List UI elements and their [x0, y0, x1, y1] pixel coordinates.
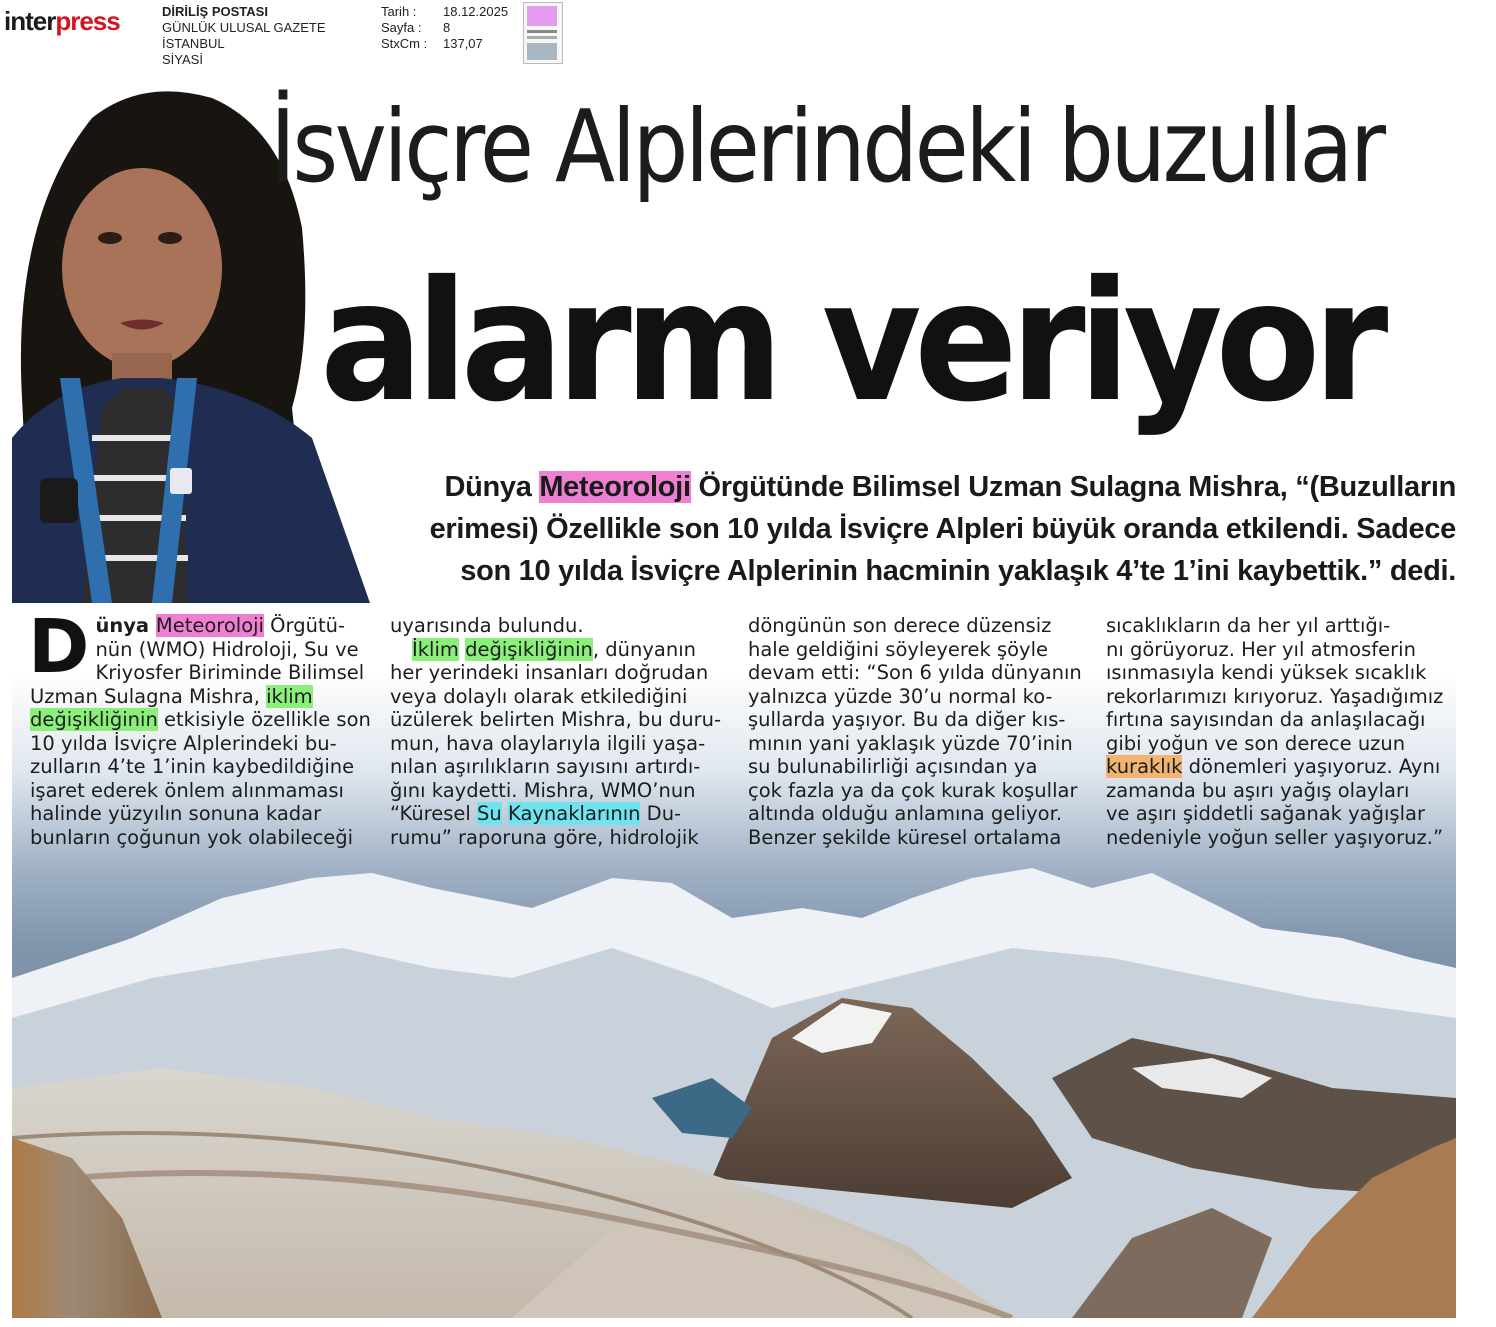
keyword-highlight: değişikliğinin — [465, 637, 593, 661]
keyword-highlight: kuraklık — [1106, 755, 1183, 778]
page-thumbnail[interactable] — [523, 2, 563, 64]
drop-cap: D — [28, 604, 90, 690]
newspaper-article — [12, 78, 1456, 1318]
body-column-1: D ünya Meteoroloji Örgütü- nün (WMO) Hidroloji, Su ve Kriyosfer Biriminde Bilimsel Uzman Sulagna Mishra, iklim değişikliğinin etkisiyle özellikle son 10 yılda İsviçre Alplerindeki bu- zulların 4’te 1’inin kaybedildiğine işaret ederek önlem alınmaması halinde yüzyılın sonuna kadar bunların çoğunun yok olabileceği — [28, 604, 371, 849]
headline-line-1: İsviçre Alplerindeki buzullar — [270, 88, 1383, 205]
date-value: 18.12.2025 — [443, 4, 509, 19]
interpress-logo: interpress — [4, 6, 120, 36]
keyword-highlight: Kaynaklarının — [508, 802, 641, 825]
keyword-highlight: Su — [477, 802, 502, 825]
publication-section: SİYASİ — [162, 52, 203, 67]
clipping-header — [0, 0, 1496, 66]
date-label: Tarih : — [381, 4, 417, 19]
stxcm-label: StxCm : — [381, 36, 428, 51]
publication-name: DİRİLİŞ POSTASI — [162, 4, 268, 19]
page-label: Sayfa : — [381, 20, 422, 35]
article-spot: Dünya Meteoroloji Örgütünde Bilimsel Uzman Sulagna Mishra, “(Buzulların erimesi) Özellikle son 10 yılda İsviçre Alpleri büyük oranda etkilendi. Sadece son 10 yılda İsviçre Alplerinin hacminin yaklaşık 4’te 1’ini kaybettik.” dedi. — [429, 471, 1456, 587]
body-column-4: sıcaklıkların da her yıl arttığı- nı görüyoruz. Her yıl atmosferin ısınmasıyla kendi yüksek sıcaklık rekorlarımızı kırıyoruz. Yaşadığımız fırtına sayısından da anlaşılacağı gibi yoğun ve son derece uzun kuraklık dönemleri yaşıyoruz. Aynı zamanda bu aşırı yağış olayları ve aşırı şiddetli sağanak yağışlar nedeniyle yoğun seller yaşıyoruz.” — [1106, 614, 1444, 849]
keyword-highlight: İklim — [412, 637, 459, 661]
keyword-highlight: Meteoroloji — [539, 471, 691, 503]
publication-info — [162, 4, 326, 68]
keyword-highlight: Meteoroloji — [155, 614, 264, 637]
body-column-2: uyarısında bulundu. İklim değişikliğinin, dünyanın her yerindeki insanları doğrudan veya dolaylı olarak etkilediğini üzülerek belirten Mishra, bu duru- mun, hava olaylarıyla ilgili yaşa- nılan aşırılıkların sayısını artırdı- ğını kaydetti. Mishra, WMO’nun “Küresel Su Kaynaklarının Du- rumu” raporuna göre, hidrolojik — [390, 614, 722, 849]
body-column-3: döngünün son derece düzensiz hale geldiğini söyleyerek şöyle devam etti: “Son 6 yılda dünyanın yalnızca yüzde 30’u normal ko- şullarda yaşıyor. Bu da diğer kıs- mının yani yaklaşık yüzde 70’inin su bulunabilirliği açısından ya çok fazla ya da çok kurak koşullar altında olduğu anlamına geliyor. Benzer şekilde küresel ortalama — [748, 614, 1082, 849]
publication-type: GÜNLÜK ULUSAL GAZETE — [162, 20, 326, 35]
publication-city: İSTANBUL — [162, 36, 225, 51]
headline-line-2: alarm veriyor — [320, 246, 1381, 439]
keyword-highlight: değişikliğinin — [30, 708, 158, 731]
keyword-highlight: iklim — [266, 684, 313, 708]
stxcm-value: 137,07 — [443, 36, 483, 51]
clipping-meta — [381, 4, 508, 52]
page-value: 8 — [443, 20, 451, 35]
